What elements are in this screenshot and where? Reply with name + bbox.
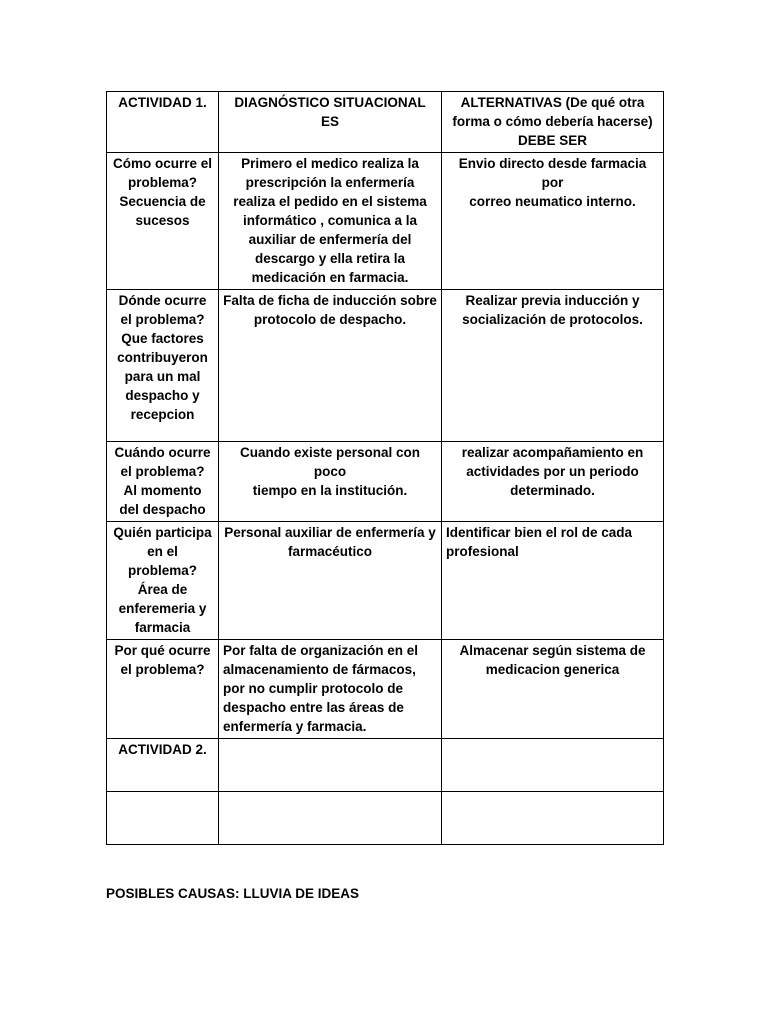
row-question: Cómo ocurre el problema? Secuencia de sucesos [107, 153, 219, 290]
row-alternative [442, 739, 664, 792]
row-diagnosis [219, 739, 442, 792]
header-activity: ACTIVIDAD 1. [107, 92, 219, 153]
row-question: Por qué ocurre el problema? [107, 640, 219, 739]
row-alternative: Almacenar según sistema de medicacion generica [442, 640, 664, 739]
posibles-causas-label: POSIBLES CAUSAS: LLUVIA DE IDEAS [106, 886, 360, 901]
row-question: Quién participa en el problema? Área de enferemeria y farmacia [107, 522, 219, 640]
row-question: Dónde ocurre el problema? Que factores contribuyeron para un mal despacho y recepcion [107, 290, 219, 442]
row-diagnosis [219, 792, 442, 845]
table-row [107, 290, 664, 442]
header-diagnosis: DIAGNÓSTICO SITUACIONAL ES [219, 92, 442, 153]
row-alternative: Realizar previa inducción y socialización de protocolos. [442, 290, 664, 442]
row-diagnosis: Por falta de organización en el almacenamiento de fármacos, por no cumplir protocolo de despacho entre las áreas de enfermería y farmacia. [219, 640, 442, 739]
row-question [107, 792, 219, 845]
row-question: Cuándo ocurre el problema? Al momento del despacho [107, 442, 219, 522]
header-alternatives: ALTERNATIVAS (De qué otra forma o cómo debería hacerse) DEBE SER [442, 92, 664, 153]
row-question: ACTIVIDAD 2. [107, 739, 219, 792]
row-diagnosis: Primero el medico realiza la prescripción la enfermería realiza el pedido en el sistema informático , comunica a la auxiliar de enfermería del descargo y ella retira la medicación en farmacia. [219, 153, 442, 290]
row-alternative [442, 792, 664, 845]
table-row [107, 640, 664, 739]
row-alternative: Envio directo desde farmacia por correo neumatico interno. [442, 153, 664, 290]
row-diagnosis: Falta de ficha de inducción sobre protocolo de despacho. [219, 290, 442, 442]
row-alternative: Identificar bien el rol de cada profesional [442, 522, 664, 640]
table-row [107, 522, 664, 640]
table-row [107, 792, 664, 845]
activity-table [106, 91, 664, 845]
table-header-row [107, 92, 664, 153]
table-row [107, 153, 664, 290]
row-alternative: realizar acompañamiento en actividades por un periodo determinado. [442, 442, 664, 522]
row-diagnosis: Cuando existe personal con poco tiempo en la institución. [219, 442, 442, 522]
table-row [107, 442, 664, 522]
row-diagnosis: Personal auxiliar de enfermería y farmacéutico [219, 522, 442, 640]
table-row [107, 739, 664, 792]
